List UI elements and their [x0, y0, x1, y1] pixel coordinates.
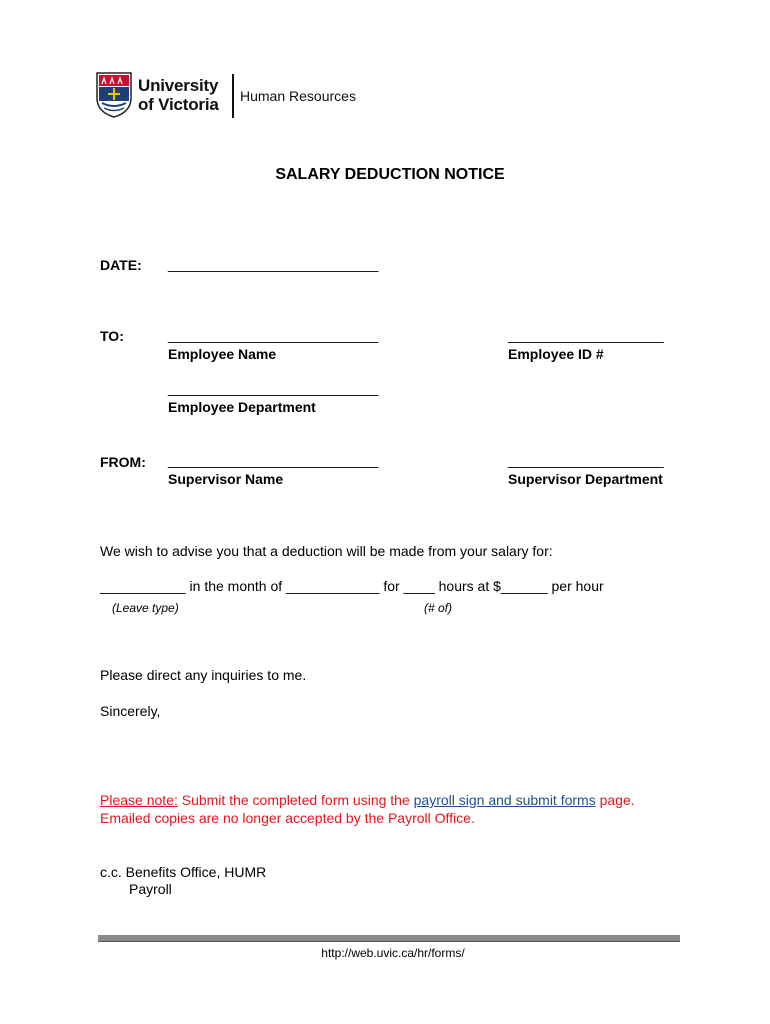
- deduction-line[interactable]: ___________ in the month of ____________ for ____ hours at $______ per hour: [100, 578, 604, 594]
- page-title: SALARY DEDUCTION NOTICE: [275, 166, 505, 183]
- cc-line-2: Payroll: [129, 881, 172, 897]
- supervisor-name-caption: Supervisor Name: [168, 471, 284, 487]
- payroll-forms-link[interactable]: payroll sign and submit forms: [413, 792, 596, 808]
- date-field[interactable]: ___________________________: [168, 256, 379, 272]
- note-text-before: Submit the completed form using the: [177, 792, 414, 808]
- employee-id-caption: Employee ID #: [508, 346, 604, 362]
- advise-text: We wish to advise you that a deduction will be made from your salary for:: [100, 543, 553, 559]
- employee-department-caption: Employee Department: [168, 399, 316, 415]
- supervisor-department-field[interactable]: ____________________: [508, 452, 664, 468]
- employee-department-field[interactable]: ___________________________: [168, 380, 379, 396]
- footer-url[interactable]: http://web.uvic.ca/hr/forms/: [321, 946, 465, 960]
- closing-text: Sincerely,: [100, 703, 161, 719]
- note-line-1: [100, 792, 635, 808]
- university-name: University of Victoria: [138, 76, 219, 114]
- note-label: Please note:: [100, 792, 178, 808]
- uvic-crest-icon: [96, 72, 132, 118]
- note-line-2: Emailed copies are no longer accepted by the Payroll Office.: [100, 810, 475, 826]
- note-text-after: page.: [595, 792, 635, 808]
- department-name: Human Resources: [240, 88, 356, 104]
- hours-count-caption: (# of): [424, 601, 453, 615]
- employee-name-caption: Employee Name: [168, 346, 277, 362]
- supervisor-name-field[interactable]: ___________________________: [168, 452, 379, 468]
- from-label: FROM:: [100, 454, 146, 470]
- cc-line-1: c.c. Benefits Office, HUMR: [100, 864, 267, 880]
- employee-name-field[interactable]: ___________________________: [168, 327, 379, 343]
- logo-divider: [232, 74, 234, 118]
- supervisor-department-caption: Supervisor Department: [508, 471, 663, 487]
- leave-type-caption: (Leave type): [112, 601, 179, 615]
- employee-id-field[interactable]: ____________________: [508, 327, 664, 343]
- footer-divider: [98, 935, 680, 942]
- inquiries-text: Please direct any inquiries to me.: [100, 667, 307, 683]
- date-label: DATE:: [100, 257, 142, 273]
- to-label: TO:: [100, 328, 124, 344]
- uvic-logo: [96, 72, 366, 120]
